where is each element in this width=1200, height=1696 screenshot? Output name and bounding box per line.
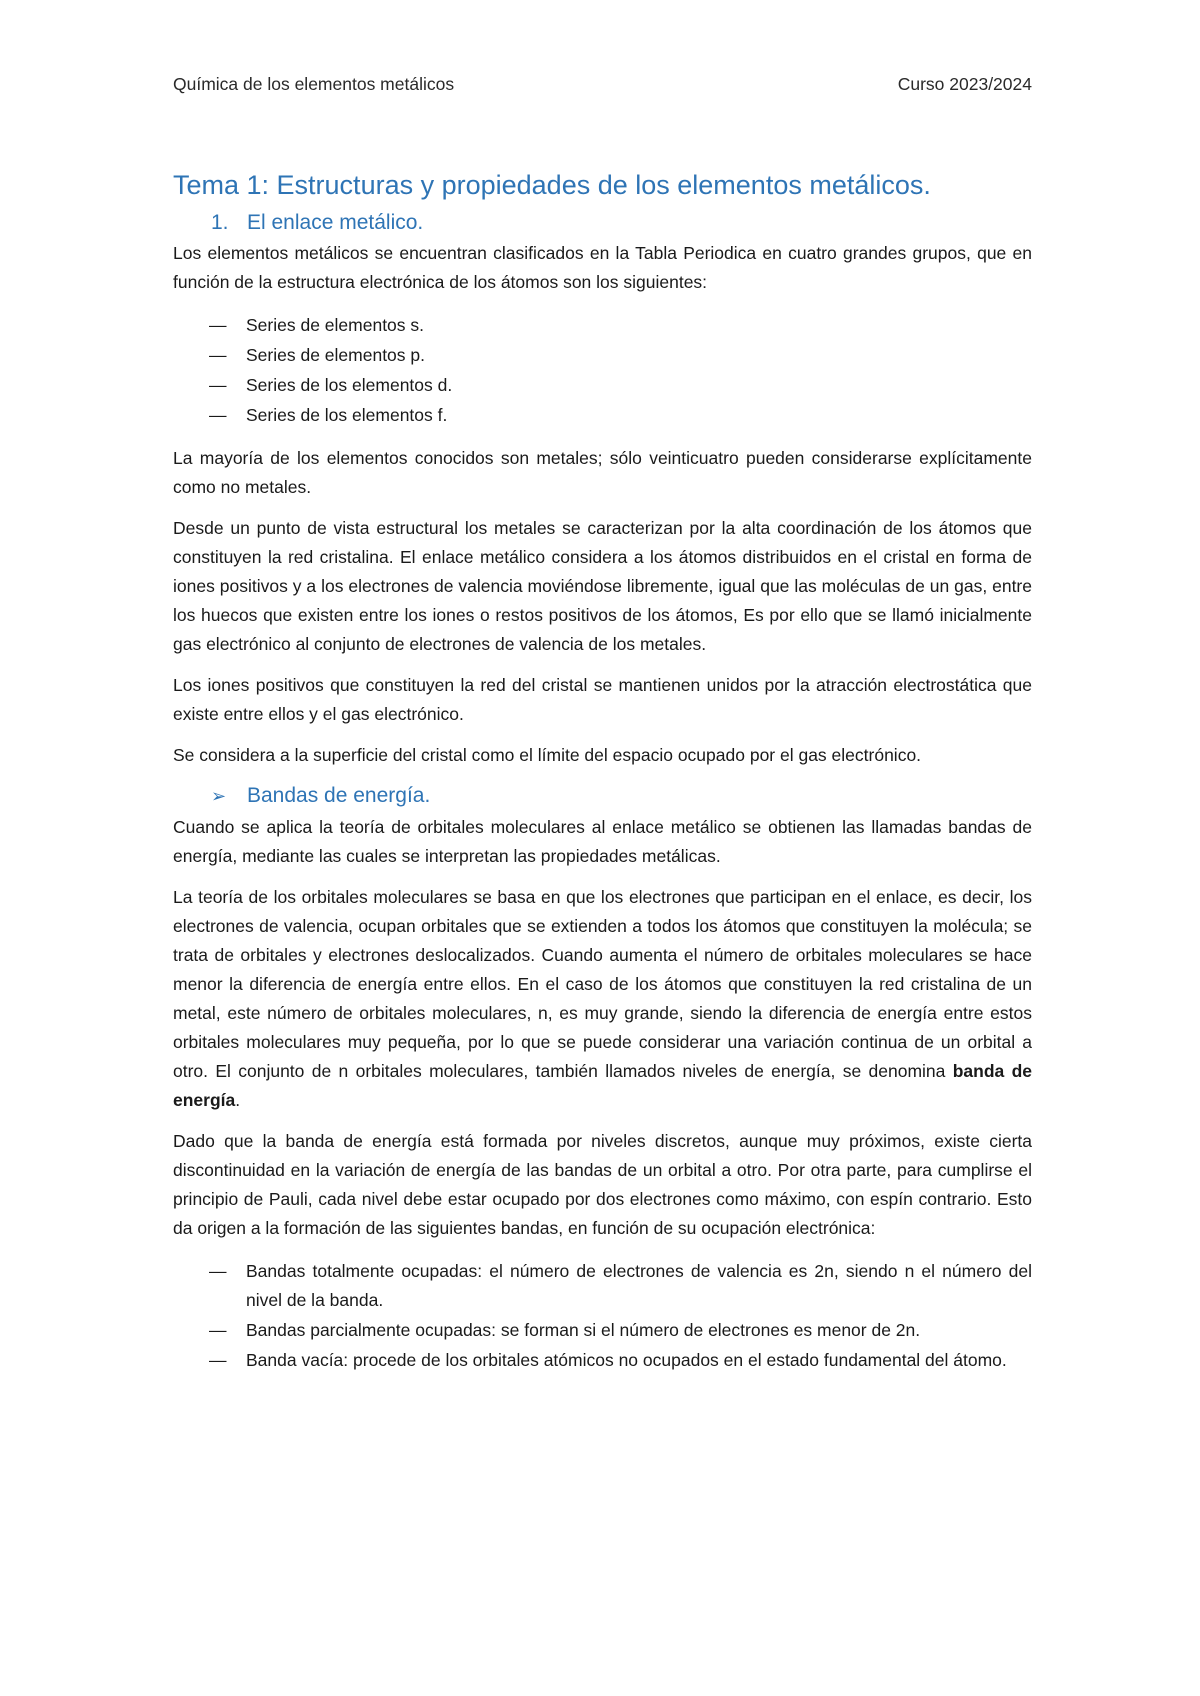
dash-bullet: — bbox=[209, 1319, 227, 1340]
dash-bullet: — bbox=[209, 1260, 227, 1281]
section-number: 1. bbox=[211, 211, 229, 235]
list-item-text: Series de los elementos d. bbox=[246, 375, 453, 396]
section-heading-text: El enlace metálico. bbox=[247, 211, 424, 235]
list-item-text: Bandas parcialmente ocupadas: se forman si el número de electrones es menor de 2n. bbox=[246, 1319, 921, 1340]
list-item bbox=[173, 341, 1032, 370]
header-course-name: Química de los elementos metálicos bbox=[173, 74, 455, 94]
list-item-text: Banda vacía: procede de los orbitales atómicos no ocupados en el estado fundamental del átomo. bbox=[246, 1349, 1007, 1370]
list-item bbox=[173, 401, 1032, 430]
dash-bullet: — bbox=[209, 1349, 227, 1370]
document-title: Tema 1: Estructuras y propiedades de los elementos metálicos. bbox=[173, 170, 931, 200]
dash-bullet: — bbox=[209, 315, 227, 336]
band-types-list bbox=[173, 1257, 1032, 1375]
paragraph-intro: Los elementos metálicos se encuentran clasificados en la Tabla Periodica en cuatro grandes grupos, que en función de la estructura electrónica de los átomos son los siguientes: bbox=[173, 243, 1032, 293]
paragraph-end: . bbox=[235, 1089, 241, 1110]
paragraph-positive-ions: Los iones positivos que constituyen la red del cristal se mantienen unidos por la atracción electrostática que existe entre ellos y el gas electrónico. bbox=[173, 675, 1032, 725]
list-item-text: Series de elementos s. bbox=[246, 315, 425, 336]
bold-term-banda-energia: banda de energía bbox=[173, 1060, 1032, 1110]
list-item bbox=[173, 311, 1032, 340]
section-heading-enlace bbox=[173, 209, 1032, 237]
subsection-heading-bandas bbox=[173, 782, 1032, 810]
paragraph-discrete-levels: Dado que la banda de energía está formada por niveles discretos, aunque muy próximos, existe cierta discontinuidad en la variación de energía de las bandas de un orbital a otro. Por otra parte, para cumplirse el principio de Pauli, cada nivel debe estar ocupado por dos electrones como máximo, con espín contrario. Esto da origen a la formación de las siguientes bandas, en función de su ocupación electrónica: bbox=[173, 1130, 1032, 1238]
arrow-bullet-icon: ➢ bbox=[211, 786, 227, 807]
dash-bullet: — bbox=[209, 405, 227, 426]
dash-bullet: — bbox=[209, 375, 227, 396]
list-item bbox=[173, 371, 1032, 400]
paragraph-bands-intro: Cuando se aplica la teoría de orbitales moleculares al enlace metálico se obtienen las llamadas bandas de energía, mediante las cuales se interpretan las propiedades metálicas. bbox=[173, 816, 1032, 866]
header-course-year: Curso 2023/2024 bbox=[897, 74, 1032, 94]
page-header bbox=[173, 74, 1032, 95]
list-item bbox=[173, 1346, 1032, 1375]
paragraph-text: La teoría de los orbitales moleculares se basa en que los electrones que participan en el enlace, es decir, los electrones de valencia, ocupan orbitales que se extienden a todos los átomos que constituyen la molécula; se trata de orbitales y electrones deslocalizados. Cuando aumenta el número de orbitales moleculares se hace menor la diferencia de energía entre ellos. En el caso de los átomos que constituyen la red cristalina de un metal, este número de orbitales moleculares, n, es muy grande, siendo la diferencia de energía entre estos orbitales moleculares muy pequeña, por lo que se puede considerar una variación continua de un orbital a otro. El conjunto de n orbitales moleculares, también llamados niveles de energía, se denomina bbox=[173, 886, 1032, 1081]
list-item-text: Series de elementos p. bbox=[246, 345, 425, 366]
document-body bbox=[173, 168, 1032, 1389]
subsection-heading-text: Bandas de energía. bbox=[247, 784, 431, 808]
paragraph-structural-view: Desde un punto de vista estructural los metales se caracterizan por la alta coordinación de los átomos que constituyen la red cristalina. El enlace metálico considera a los átomos distribuidos en el cristal en forma de iones positivos y a los electrones de valencia moviéndose libremente, igual que las moléculas de un gas, entre los huecos que existen entre los iones o restos positivos de los átomos, Es por ello que se llamó inicialmente gas electrónico al conjunto de electrones de valencia de los metales. bbox=[173, 518, 1032, 655]
paragraph-crystal-surface: Se considera a la superficie del cristal como el límite del espacio ocupado por el gas electrónico. bbox=[173, 745, 922, 766]
list-item-text: Series de los elementos f. bbox=[246, 405, 448, 426]
list-item bbox=[173, 1316, 1032, 1345]
list-item-text: Bandas totalmente ocupadas: el número de electrones de valencia es 2n, siendo n el número del nivel de la banda. bbox=[246, 1260, 1032, 1310]
element-series-list bbox=[173, 311, 1032, 430]
list-item bbox=[173, 1257, 1032, 1315]
paragraph-orbital-theory bbox=[173, 883, 1032, 1115]
paragraph-metals-majority: La mayoría de los elementos conocidos son metales; sólo veinticuatro pueden considerarse explícitamente como no metales. bbox=[173, 448, 1032, 498]
dash-bullet: — bbox=[209, 345, 227, 366]
